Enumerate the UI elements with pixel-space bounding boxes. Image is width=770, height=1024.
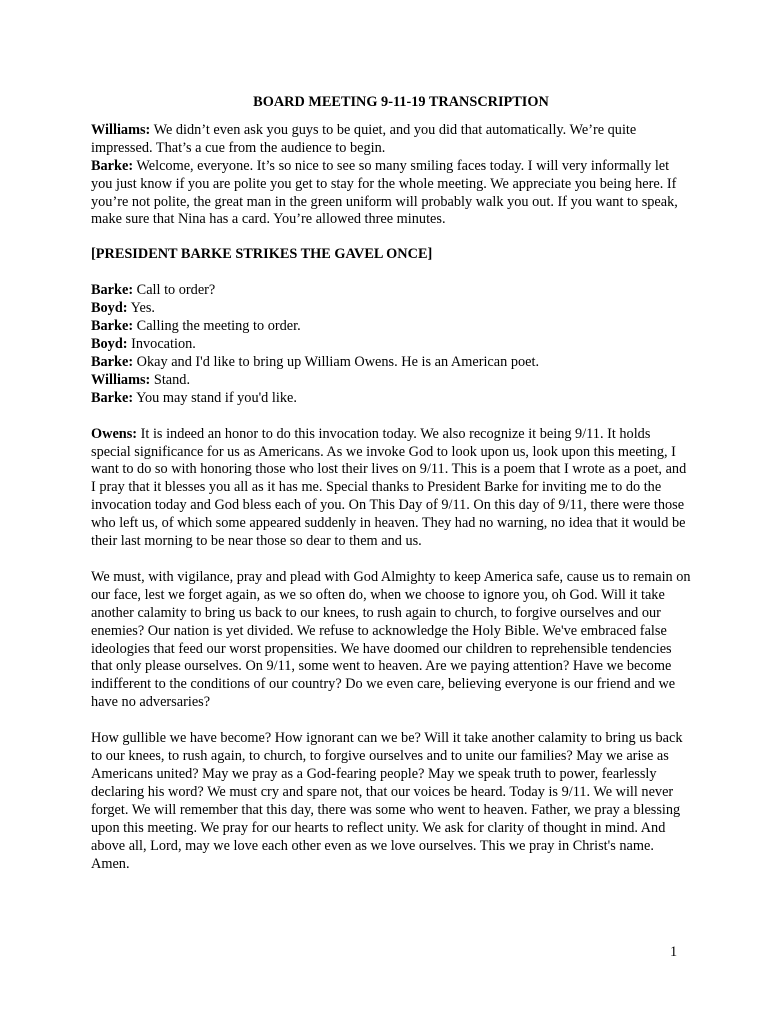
transcript-entry bbox=[91, 122, 691, 158]
transcript-entry bbox=[91, 426, 691, 551]
speaker-name: Barke: bbox=[91, 353, 134, 370]
speaker-text: Stand. bbox=[150, 371, 191, 388]
speaker-text: It is indeed an honor to do this invocation today. We also recognize it being 9/11. It holds special significance for us as Americans. As we invoke God to look upon us, look upon this meeting, I want to do so with honoring those who lost their lives on 9/11. This is a poem that I wrote as a poet, and I pray that it blesses you all as it has me. Special thanks to President Barke for inviting me to do the invocation today and God bless each of you. On This Day of 9/11. On this day of 9/11, there were those who left us, of which some appeared suddenly in heaven. They had no warning, no idea that it would be their last morning to be near those so dear to them and us. bbox=[91, 425, 687, 550]
transcript-entry bbox=[91, 372, 691, 390]
speaker-name: Owens: bbox=[91, 425, 138, 442]
transcript-entry bbox=[91, 336, 691, 354]
speaker-name: Boyd: bbox=[91, 300, 128, 317]
stage-direction: [PRESIDENT BARKE STRIKES THE GAVEL ONCE] bbox=[91, 246, 433, 263]
transcript-entry bbox=[91, 158, 691, 230]
transcript-entry bbox=[91, 318, 691, 336]
speaker-text: You may stand if you'd like. bbox=[133, 389, 297, 406]
paragraph-spacer bbox=[91, 229, 691, 246]
speaker-name: Barke: bbox=[91, 389, 134, 406]
speaker-text: Call to order? bbox=[133, 282, 216, 299]
speaker-name: Williams: bbox=[91, 371, 151, 388]
speaker-text: Welcome, everyone. It’s so nice to see so many smiling faces today. I will very informally let you just know if you are polite you get to stay for the whole meeting. We appreciate you being here. If you’re not polite, the great man in the green uniform will probably walk you out. If you want to speak, make sure that Nina has a card. You’re allowed three minutes. bbox=[91, 157, 678, 228]
transcript-entry bbox=[91, 300, 691, 318]
speaker-name: Barke: bbox=[91, 157, 134, 174]
transcript-entry bbox=[91, 282, 691, 300]
body-paragraph: How gullible we have become? How ignorant can we be? Will it take another calamity to bring us back to our knees, to rush again, to church, to forgive ourselves and to unite our families? May we arise as Americans united? May we pray as a God-fearing people? May we speak truth to power, fearlessly declaring his word? We must cry and spare not, that our voices be heard. Today is 9/11. We will never forget. We will remember that this day, there was some who went to heaven. Father, we pray a blessing upon this meeting. We pray for our hearts to reflect unity. We ask for clarity of thought in mind. And above all, Lord, may we love each other even as we love ourselves. This we pray in Christ's name. Amen. bbox=[91, 730, 683, 872]
speaker-name: Boyd: bbox=[91, 335, 128, 352]
speaker-name: Barke: bbox=[91, 318, 134, 335]
speaker-text: Okay and I'd like to bring up William Owens. He is an American poet. bbox=[133, 353, 540, 370]
speaker-name: Williams: bbox=[91, 121, 151, 138]
transcript-body bbox=[91, 94, 691, 873]
page-number: 1 bbox=[670, 944, 678, 960]
speaker-text: Invocation. bbox=[127, 335, 196, 352]
speaker-text: Yes. bbox=[127, 300, 155, 317]
paragraph-spacer bbox=[91, 408, 691, 426]
body-paragraph: We must, with vigilance, pray and plead with God Almighty to keep America safe, cause us to remain on our face, lest we forget again, as we so often do, when we choose to ignore you, oh God. Will it take another calamity to bring us back to our knees, to rush again to church, to forgive ourselves and our enemies? Our nation is yet divided. We refuse to acknowledge the Holy Bible. We've embraced false ideologies that feed our worst propensities. We have doomed our children to reprehensible tendencies that only please ourselves. On 9/11, some went to heaven. Are we paying attention? Have we become indifferent to the conditions of our country? Do we even care, believing everyone is our friend and we have no adversaries? bbox=[91, 568, 691, 711]
speaker-text: Calling the meeting to order. bbox=[133, 318, 301, 335]
paragraph-spacer bbox=[91, 264, 691, 282]
speaker-text: We didn’t even ask you guys to be quiet, and you did that automatically. We’re quite impressed. That’s a cue from the audience to begin. bbox=[91, 121, 637, 156]
paragraph-spacer bbox=[91, 551, 691, 569]
transcript-entry bbox=[91, 390, 691, 408]
speaker-name: Barke: bbox=[91, 282, 134, 299]
paragraph-spacer bbox=[91, 712, 691, 730]
document-title: BOARD MEETING 9-11-19 TRANSCRIPTION bbox=[253, 94, 549, 110]
transcript-entry bbox=[91, 354, 691, 372]
